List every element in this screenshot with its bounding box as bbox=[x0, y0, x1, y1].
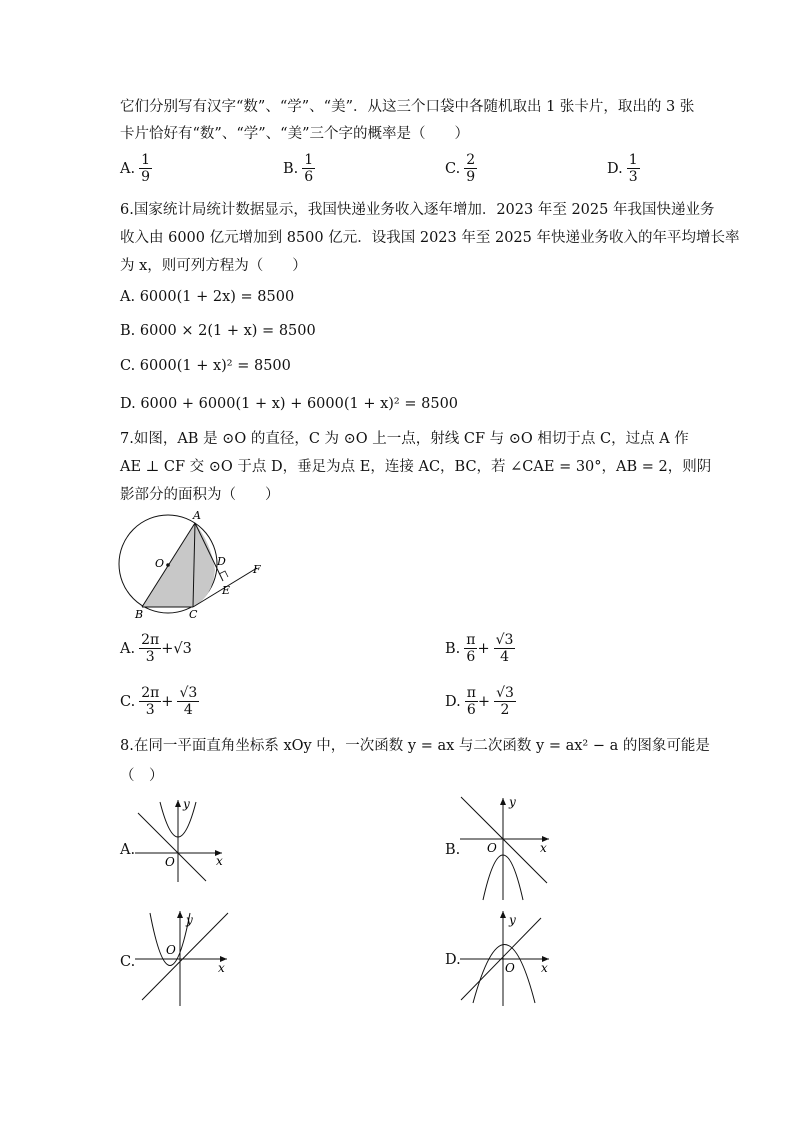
origin-label: O bbox=[505, 961, 515, 975]
label-b: B bbox=[135, 608, 144, 621]
y-axis-arrow bbox=[500, 911, 506, 918]
y-axis-arrow bbox=[175, 800, 181, 807]
q8-graph-d bbox=[455, 908, 555, 1008]
q8-option-c-label: C. bbox=[120, 954, 136, 970]
label-d: D bbox=[217, 555, 226, 568]
q8-graph-b bbox=[455, 795, 555, 905]
y-label: y bbox=[509, 795, 516, 809]
label-o: O bbox=[155, 557, 165, 570]
label-e: E bbox=[222, 584, 231, 597]
origin-label: O bbox=[487, 841, 497, 855]
q5-text-line1: 它们分别写有汉字“数”、“学”、“美”．从这三个口袋中各随机取出 1 张卡片，取出的 3 张 bbox=[120, 99, 695, 115]
q7-option-b: B. $\frac{\pi}{6}$ + $\frac{√3}{4}$ bbox=[445, 632, 514, 665]
q7-option-d: D. $\frac{\pi}{6}$ + $\frac{√3}{2}$ bbox=[445, 685, 514, 718]
linear-line bbox=[142, 913, 228, 1000]
q7-text-line2: AE ⊥ CF 交 ⊙O 于点 D，垂足为点 E，连接 AC，BC，若 ∠CAE = 30°，AB = 2，则阴 bbox=[120, 459, 712, 475]
q6-option-d: D. 6000 + 6000(1 + x) + 6000(1 + x)² = 8500 bbox=[120, 396, 459, 412]
q8-graph-a bbox=[130, 797, 230, 887]
origin-label: O bbox=[165, 855, 175, 869]
y-label: y bbox=[186, 913, 193, 927]
label-c: C bbox=[189, 608, 198, 621]
label-a: A bbox=[193, 509, 201, 522]
linear-line bbox=[461, 797, 547, 883]
q5-option-d: D. $\frac{1}{3}$ bbox=[607, 152, 638, 185]
q8-text-line1: 8.在同一平面直角坐标系 xOy 中，一次函数 y = ax 与二次函数 y = ax² − a 的图象可能是 bbox=[120, 738, 710, 754]
parabola bbox=[473, 945, 535, 1004]
q6-option-b: B. 6000 × 2(1 + x) = 8500 bbox=[120, 323, 316, 339]
y-label: y bbox=[509, 913, 516, 927]
q8-option-b-label: B. bbox=[445, 842, 461, 858]
q5-option-a: A. $\frac{1}{9}$ bbox=[120, 152, 151, 185]
q5-text-line2: 卡片恰好有“数”、“学”、“美”三个字的概率是（ ） bbox=[120, 126, 469, 142]
q6-text-line1: 6.国家统计局统计数据显示，我国快递业务收入逐年增加．2023 年至 2025 年我国快递业务 bbox=[120, 202, 715, 218]
q6-text-line3: 为 x，则可列方程为（ ） bbox=[120, 258, 307, 274]
center-point bbox=[166, 563, 170, 567]
q6-option-c: C. 6000(1 + x)² = 8500 bbox=[120, 358, 291, 374]
q8-option-a-label: A. bbox=[120, 842, 136, 858]
y-axis-arrow bbox=[500, 798, 506, 805]
q7-text-line1: 7.如图，AB 是 ⊙O 的直径，C 为 ⊙O 上一点，射线 CF 与 ⊙O 相切于点 C，过点 A 作 bbox=[120, 431, 689, 447]
x-label: x bbox=[218, 961, 225, 975]
y-axis-arrow bbox=[177, 911, 183, 918]
q7-option-a: A. $\frac{2\pi}{3}$ +√3 bbox=[120, 632, 192, 665]
q8-option-d-label: D. bbox=[445, 952, 461, 968]
q7-text-line3: 影部分的面积为（ ） bbox=[120, 487, 280, 503]
q7-option-c: C. $\frac{2\pi}{3}$ + $\frac{√3}{4}$ bbox=[120, 685, 198, 718]
linear-line bbox=[138, 813, 206, 881]
label-f: F bbox=[253, 563, 261, 576]
q5-option-c: C. $\frac{2}{9}$ bbox=[445, 152, 476, 185]
q6-text-line2: 收入由 6000 亿元增加到 8500 亿元．设我国 2023 年至 2025 年快递业务收入的年平均增长率 bbox=[120, 230, 740, 246]
x-label: x bbox=[540, 841, 547, 855]
x-label: x bbox=[216, 854, 223, 868]
q8-graph-c bbox=[130, 908, 235, 1008]
origin-label: O bbox=[166, 943, 176, 957]
x-label: x bbox=[541, 961, 548, 975]
q5-option-b: B. $\frac{1}{6}$ bbox=[283, 152, 314, 185]
q6-option-a: A. 6000(1 + 2x) = 8500 bbox=[120, 289, 295, 305]
q8-text-line2: （ ） bbox=[120, 768, 164, 784]
q7-circle-figure bbox=[115, 508, 275, 623]
y-label: y bbox=[183, 797, 190, 811]
shaded-region bbox=[142, 523, 215, 607]
